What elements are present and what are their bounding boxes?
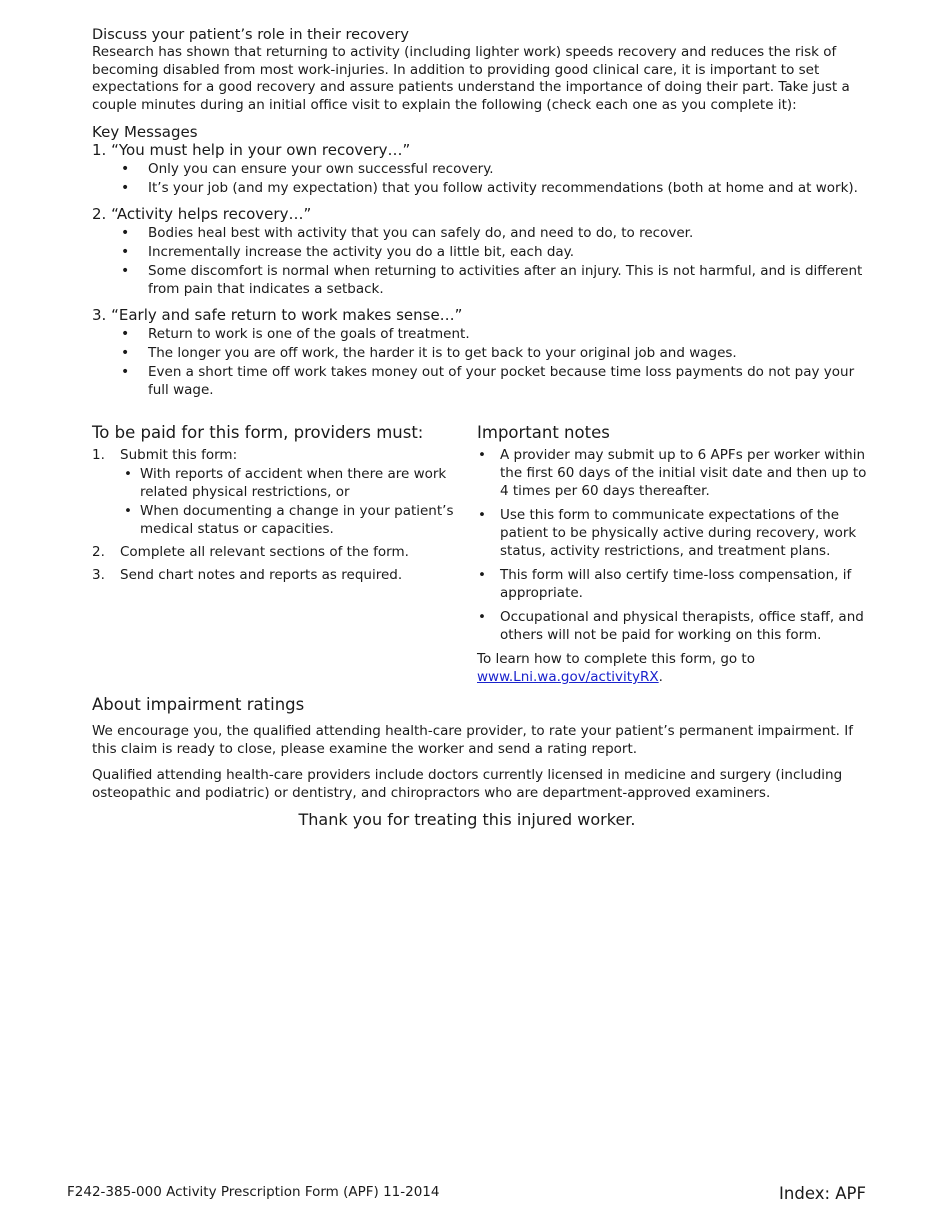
note-item: • A provider may submit up to 6 APFs per worker within the first 60 days of the initial visit date and then up to 4 times per 60 days thereafter. xyxy=(500,446,872,500)
step-text: Submit this form: xyxy=(120,447,238,463)
step-text: Complete all relevant sections of the form. xyxy=(120,544,409,560)
impairment-para-2: Qualified attending health-care providers include doctors currently licensed in medicine and surgery (including osteopathic and podiatric) or dentistry, and chiropractors who are department-approved examiners. xyxy=(92,767,843,801)
payment-title: To be paid for this form, providers must: xyxy=(92,423,424,442)
payment-step xyxy=(92,543,477,561)
impairment-title: About impairment ratings xyxy=(92,695,305,714)
key-messages-title: Key Messages xyxy=(92,123,198,141)
intro-heading: Discuss your patient’s role in their recovery xyxy=(92,27,409,43)
key-message-bullets xyxy=(92,224,872,298)
bullet-item: • Incrementally increase the activity you do a little bit, each day. xyxy=(148,243,872,261)
activity-rx-link[interactable]: www.Lni.wa.gov/activityRX xyxy=(477,669,659,685)
learn-prefix: To learn how to complete this form, go to xyxy=(477,651,755,667)
key-message-heading: “You must help in your own recovery…” xyxy=(111,141,411,159)
key-message-number: 2. xyxy=(92,205,107,223)
bullet-item: • Even a short time off work takes money out of your pocket because time loss payments do not pay your full wage. xyxy=(148,363,872,399)
bullet-item: • Return to work is one of the goals of treatment. xyxy=(148,325,872,343)
key-message-1 xyxy=(92,141,872,197)
step-number: 3. xyxy=(92,567,105,583)
key-message-3 xyxy=(92,306,872,399)
index-footer: Index: APF xyxy=(779,1184,866,1203)
bullet-item: • It’s your job (and my expectation) that you follow activity recommendations (both at home and at work). xyxy=(148,179,872,197)
thank-you-line: Thank you for treating this injured worker. xyxy=(298,810,636,829)
key-message-number: 3. xyxy=(92,306,107,324)
note-item: • This form will also certify time-loss compensation, if appropriate. xyxy=(500,566,872,602)
bullet-item: • Some discomfort is normal when returning to activities after an injury. This is not harmful, and is different from pain that indicates a setback. xyxy=(148,262,872,298)
note-item: • Occupational and physical therapists, office staff, and others will not be paid for working on this form. xyxy=(500,608,872,644)
step-sub-list xyxy=(120,465,477,538)
bullet-item: • Only you can ensure your own successful recovery. xyxy=(148,160,872,178)
key-message-2 xyxy=(92,205,872,298)
sub-item: • When documenting a change in your patient’s medical status or capacities. xyxy=(140,502,477,538)
impairment-para-1: We encourage you, the qualified attending health-care provider, to rate your patient’s permanent impairment. If this claim is ready to close, please examine the worker and send a rating report. xyxy=(92,723,853,757)
intro-body: Research has shown that returning to activity (including lighter work) speeds recovery and reduces the risk of becoming disabled from most work-injuries. In addition to providing good clinical care, it is important to set expectations for a good recovery and assure patients understand the importance of doing their part. Take just a couple minutes during an initial office visit to explain the following (check each one as you complete it): xyxy=(92,44,850,113)
important-notes-column xyxy=(477,422,872,686)
payment-step xyxy=(92,566,477,584)
step-number: 2. xyxy=(92,544,105,560)
form-id-footer: F242-385-000 Activity Prescription Form (APF) 11-2014 xyxy=(67,1184,440,1200)
key-message-heading: “Activity helps recovery…” xyxy=(111,205,312,223)
step-number: 1. xyxy=(92,447,105,463)
learn-suffix: . xyxy=(658,669,663,685)
payment-column xyxy=(92,422,477,686)
key-message-heading: “Early and safe return to work makes sense…” xyxy=(111,306,463,324)
form-page xyxy=(92,27,872,830)
sub-item: • With reports of accident when there are work related physical restrictions, or xyxy=(140,465,477,501)
key-message-bullets xyxy=(92,325,872,399)
bullet-item: • The longer you are off work, the harder it is to get back to your original job and wages. xyxy=(148,344,872,362)
key-message-number: 1. xyxy=(92,141,107,159)
key-message-bullets xyxy=(92,160,872,197)
two-column-section xyxy=(92,422,872,686)
step-text: Send chart notes and reports as required. xyxy=(120,567,403,583)
payment-step xyxy=(92,446,477,538)
important-notes-list xyxy=(477,446,872,644)
note-item: • Use this form to communicate expectations of the patient to be physically active during recovery, work status, activity restrictions, and treatment plans. xyxy=(500,506,872,560)
bullet-item: • Bodies heal best with activity that you can safely do, and need to do, to recover. xyxy=(148,224,872,242)
key-messages-list xyxy=(92,141,872,399)
payment-steps xyxy=(92,446,477,584)
learn-more xyxy=(477,650,872,686)
important-notes-title: Important notes xyxy=(477,423,610,442)
